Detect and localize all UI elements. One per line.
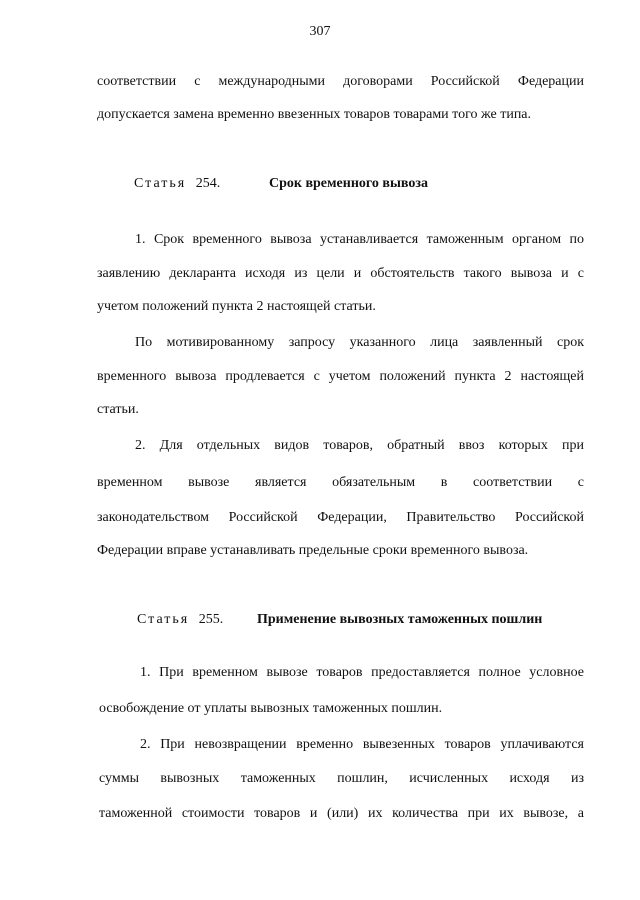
article-label: Статья: [137, 612, 190, 627]
text-line: статьи.: [97, 402, 139, 417]
text-line: заявлению декларанта исходя из цели и обстоятельств такого вывоза и с: [97, 266, 584, 281]
article-254-heading: [134, 176, 220, 192]
article-255-title: Применение вывозных таможенных пошлин: [257, 612, 543, 627]
article-254-title: Срок временного вывоза: [269, 176, 428, 191]
text-line: 2. При невозвращении временно вывезенных товаров уплачиваются: [140, 737, 584, 752]
text-line: законодательством Российской Федерации, Правительство Российской: [97, 510, 584, 525]
text-line: 1. При временном вывозе товаров предоставляется полное условное: [140, 665, 584, 680]
text-line: освобождение от уплаты вывозных таможенных пошлин.: [99, 701, 443, 716]
article-number: 255.: [198, 612, 224, 627]
text-line: допускается замена временно ввезенных товаров товарами того же типа.: [97, 107, 532, 122]
article-label: Статья: [134, 176, 187, 191]
article-number: 254.: [195, 176, 221, 191]
text-line: таможенной стоимости товаров и (или) их количества при их вывозе, а: [99, 806, 584, 821]
page-number: 307: [309, 24, 331, 39]
article-255-heading: [137, 612, 223, 628]
text-line: временного вывоза продлевается с учетом положений пункта 2 настоящей: [97, 369, 584, 384]
text-line: временном вывозе является обязательным в соответствии с: [97, 475, 584, 490]
text-line: учетом положений пункта 2 настоящей статьи.: [97, 299, 376, 314]
text-line: соответствии с международными договорами Российской Федерации: [97, 74, 584, 89]
text-line: По мотивированному запросу указанного лица заявленный срок: [135, 335, 584, 350]
text-line: Федерации вправе устанавливать предельные сроки временного вывоза.: [97, 543, 529, 558]
text-line: 2. Для отдельных видов товаров, обратный ввоз которых при: [135, 438, 584, 453]
text-line: 1. Срок временного вывоза устанавливается таможенным органом по: [135, 232, 584, 247]
text-line: суммы вывозных таможенных пошлин, исчисленных исходя из: [99, 771, 584, 786]
